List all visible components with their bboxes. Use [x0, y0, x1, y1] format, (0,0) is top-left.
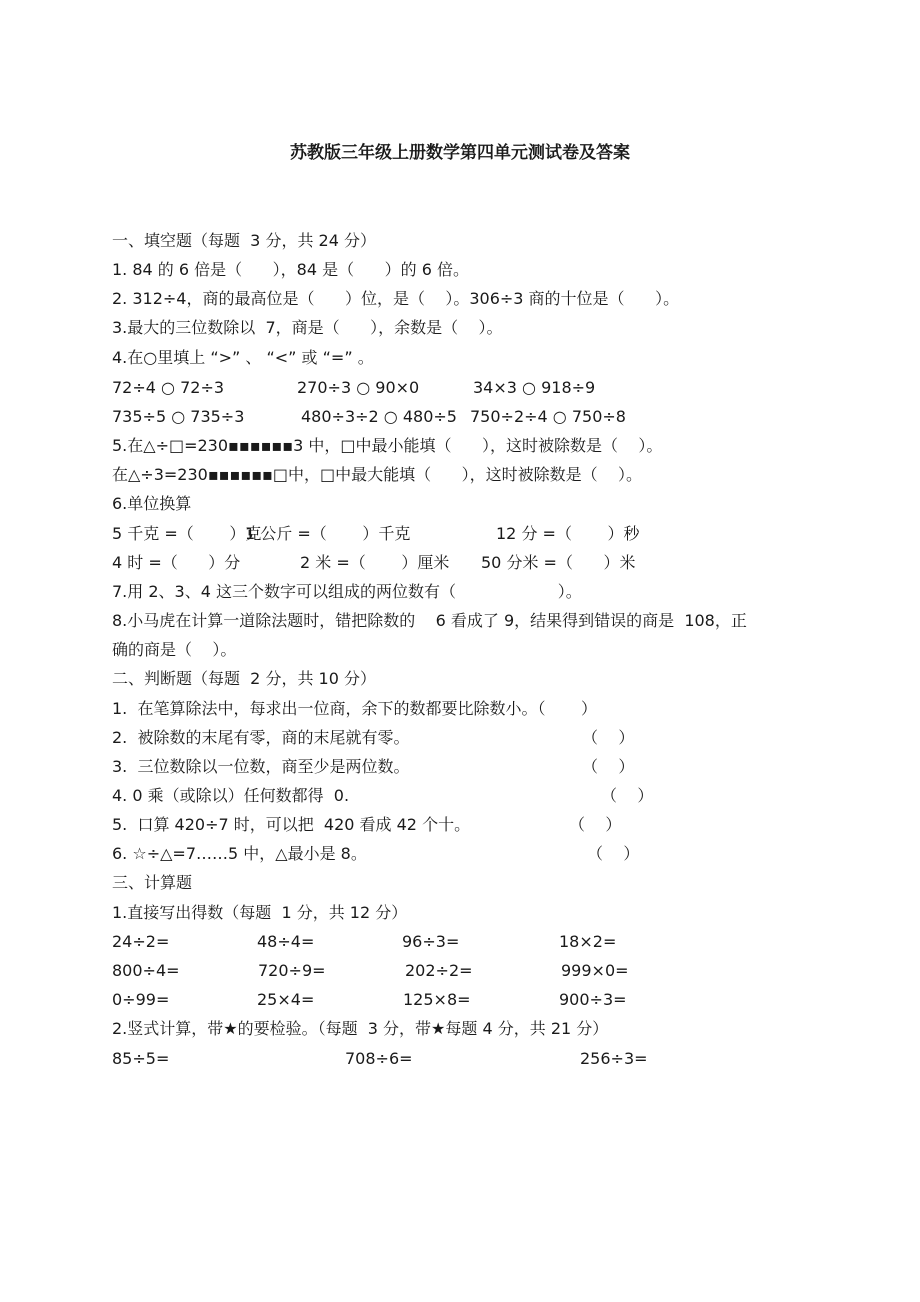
section-1-heading: 一、填空题（每题 3 分，共 24 分）	[112, 231, 376, 250]
question-6: 6.单位换算	[112, 494, 192, 513]
unit-item: 50 分米 =（ ）米	[481, 553, 636, 572]
unit-item: 5 千克 =（ ）克	[112, 524, 262, 543]
calc-item: 48÷4=	[257, 932, 315, 951]
page-title: 苏教版三年级上册数学第四单元测试卷及答案	[290, 143, 630, 163]
judge-bracket: （ ）	[587, 844, 640, 863]
calc-item: 96÷3=	[402, 932, 460, 951]
vertical-calc-item: 85÷5=	[112, 1049, 170, 1068]
question-3: 3.最大的三位数除以 7，商是（ ），余数是（ ）。	[112, 318, 503, 337]
calc-item: 25×4=	[257, 990, 315, 1009]
compare-item: 72÷4 ○ 72÷3	[112, 378, 225, 397]
judge-item: 3. 三位数除以一位数，商至少是两位数。	[112, 757, 410, 776]
judge-bracket: （ ）	[582, 728, 635, 747]
question-7: 7.用 2、3、4 这三个数字可以组成的两位数有（ ）。	[112, 582, 582, 601]
calc-item: 800÷4=	[112, 961, 180, 980]
judge-item: 5. 口算 420÷7 时，可以把 420 看成 42 个十。	[112, 815, 471, 834]
unit-item: 12 分 =（ ）秒	[496, 524, 640, 543]
calc-item: 900÷3=	[559, 990, 627, 1009]
question-1: 1. 84 的 6 倍是（ ），84 是（ ）的 6 倍。	[112, 260, 469, 279]
compare-item: 270÷3 ○ 90×0	[297, 378, 420, 397]
section-2-heading: 二、判断题（每题 2 分，共 10 分）	[112, 669, 376, 688]
calc-item: 720÷9=	[258, 961, 326, 980]
calc-item: 999×0=	[561, 961, 629, 980]
question-8-line1: 8.小马虎在计算一道除法题时，错把除数的 6 看成了 9，结果得到错误的商是 108，正	[112, 611, 747, 630]
judge-item: 4. 0 乘（或除以）任何数都得 0.	[112, 786, 350, 805]
compare-item: 34×3 ○ 918÷9	[473, 378, 596, 397]
question-8-line2: 确的商是（ ）。	[112, 640, 237, 659]
compare-item: 480÷3÷2 ○ 480÷5	[301, 407, 457, 426]
subsection-2: 2.竖式计算，带★的要检验。（每题 3 分，带★每题 4 分，共 21 分）	[112, 1019, 609, 1038]
question-4: 4.在○里填上 “>” 、 “<” 或 “=” 。	[112, 348, 374, 367]
unit-item: 2 米 =（ ）厘米	[300, 553, 450, 572]
compare-item: 750÷2÷4 ○ 750÷8	[470, 407, 626, 426]
unit-item: 4 时 =（ ）分	[112, 553, 241, 572]
question-5b: 在△÷3=230▪▪▪▪▪▪□中，□中最大能填（ ），这时被除数是（ ）。	[112, 465, 642, 484]
calc-item: 18×2=	[559, 932, 617, 951]
unit-item: 1 公斤 =（ ）千克	[245, 524, 411, 543]
vertical-calc-item: 256÷3=	[580, 1049, 648, 1068]
calc-item: 24÷2=	[112, 932, 170, 951]
subsection-1: 1.直接写出得数（每题 1 分，共 12 分）	[112, 903, 408, 922]
vertical-calc-item: 708÷6=	[345, 1049, 413, 1068]
judge-item: 2. 被除数的末尾有零，商的末尾就有零。	[112, 728, 410, 747]
judge-bracket: （ ）	[601, 786, 654, 805]
judge-bracket: （ ）	[569, 815, 622, 834]
judge-item: 6. ☆÷△=7……5 中，△最小是 8。	[112, 844, 367, 863]
calc-item: 125×8=	[403, 990, 471, 1009]
calc-item: 202÷2=	[405, 961, 473, 980]
judge-item: 1. 在笔算除法中，每求出一位商，余下的数都要比除数小。（ ）	[112, 699, 598, 718]
compare-item: 735÷5 ○ 735÷3	[112, 407, 245, 426]
question-5a: 5.在△÷□=230▪▪▪▪▪▪3 中，□中最小能填（ ），这时被除数是（ ）。	[112, 436, 663, 455]
question-2: 2. 312÷4，商的最高位是（ ）位，是（ ）。306÷3 商的十位是（ ）。	[112, 289, 680, 308]
calc-item: 0÷99=	[112, 990, 170, 1009]
section-3-heading: 三、计算题	[112, 873, 193, 892]
judge-bracket: （ ）	[582, 757, 635, 776]
